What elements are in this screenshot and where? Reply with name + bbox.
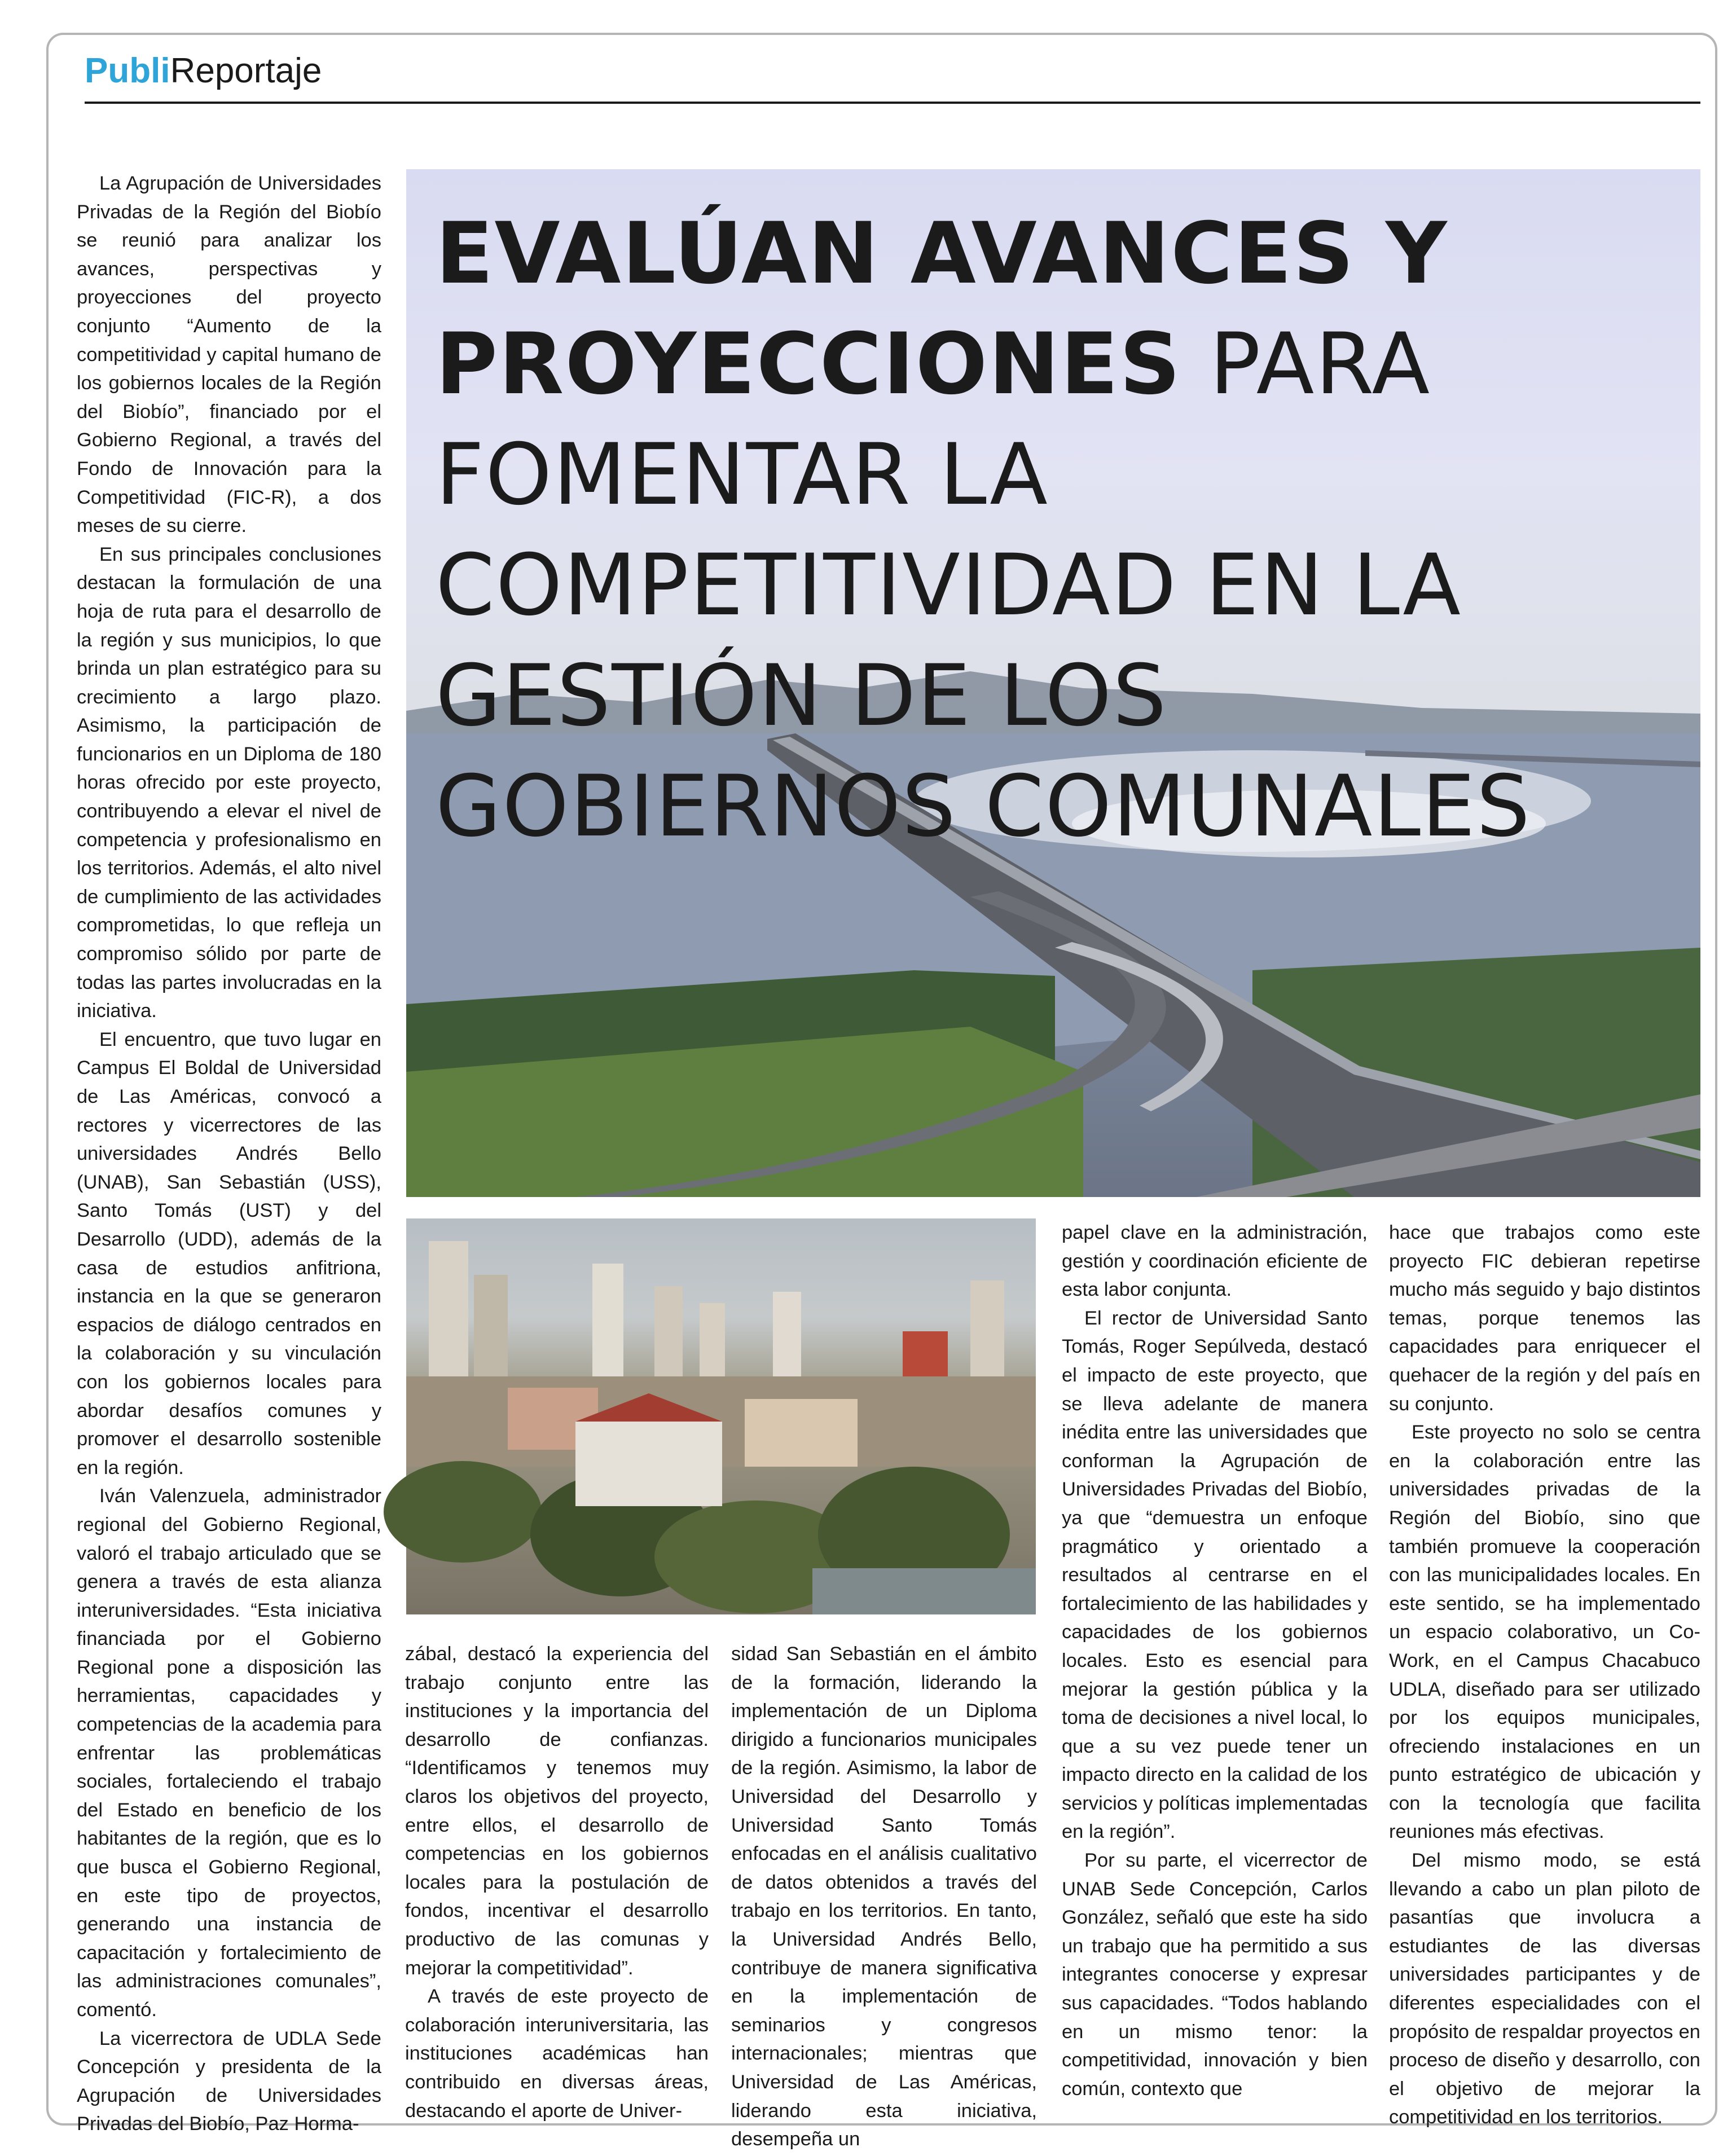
paragraph: zábal, destacó la experiencia del trabajo conjunto entre las instituciones y la importancia del desarrollo de confianzas. “Identificamos y tenemos muy claros los objetivos del proyecto, entre ellos, el desarrollo de competencias en los gobiernos locales para la postulación de fondos, incentivar el desarrollo productivo de las comunas y mejorar la competitividad”. — [405, 1643, 709, 1979]
paragraph: hace que trabajos como este proyecto FIC debieran repetirse mucho más seguido y bajo distintos temas, porque tenemos las capacidades para enriquecer el quehacer de la región y del país en su conjunto. — [1389, 1222, 1700, 1415]
paragraph: papel clave en la administración, gestión y coordinación eficiente de esta labor conjunta. — [1062, 1222, 1368, 1301]
article-column-3 — [731, 1640, 1037, 2150]
headline-regular: PARA FOMENTAR LA COMPETITIVIDAD EN LA GESTIÓN DE LOS GOBIERNOS COMUNALES — [436, 315, 1532, 856]
paragraph: Del mismo modo, se está llevando a cabo un plan piloto de pasantías que involucra a estudiantes de las diversas universidades participantes y de diferentes especialidades con el propósito de respaldar proyectos en proceso de diseño y desarrollo, con el objetivo de mejorar la competitividad en los territorios. — [1389, 1850, 1700, 2128]
paragraph: La Agrupación de Universidades Privadas de la Región del Biobío se reunió para analizar los avances, perspectivas y proyecciones del proyecto conjunto “Aumento de la competitividad y capital humano de los gobiernos locales de la Región del Biobío”, financiado por el Gobierno Regional, a través del Fondo de Innovación para la Competitividad (FIC-R), a dos meses de su cierre. — [77, 173, 381, 537]
article-column-2 — [405, 1640, 709, 2122]
city-photo-illustration — [406, 1218, 1036, 1614]
hero-photo — [406, 169, 1700, 1197]
paragraph: Este proyecto no solo se centra en la colaboración entre las universidades privadas de la Región del Biobío, sino que también promueve la cooperación con las municipalidades locales. En este sentido, se ha implementado un espacio colaborativo, un Co-Work, en el Campus Chacabuco UDLA, diseñado para ser utilizado por los equipos municipales, ofreciendo instalaciones en un punto estratégico de ubicación y con la tecnología que facilita reuniones más efectivas. — [1389, 1422, 1700, 1843]
brand-reportaje: Reportaje — [170, 51, 322, 90]
paragraph: A través de este proyecto de colaboración interuniversitaria, las instituciones académicas han contribuido en diversas áreas, destacando el aporte de Univer- — [405, 1986, 709, 2122]
paragraph: sidad San Sebastián en el ámbito de la formación, liderando la implementación de un Diploma dirigido a funcionarios municipales de la región. Asimismo, la labor de Universidad del Desarrollo y Universidad Santo Tomás enfocadas en el análisis cualitativo de datos obtenidos a través del trabajo en los territorios. En tanto, la Universidad Andrés Bello, contribuye de manera significativa en la implementación de seminarios y congresos internacionales; mientras que Universidad de Las Américas, liderando esta iniciativa, desempeña un — [731, 1643, 1037, 2150]
headline-bold: EVALÚAN AVANCES Y PROYECCIONES — [436, 205, 1448, 413]
article-column-4 — [1062, 1218, 1368, 2100]
brand-publi: Publi — [85, 51, 170, 90]
paragraph: El rector de Universidad Santo Tomás, Roger Sepúlveda, destacó el impacto de este proyecto, que se lleva adelante de manera inédita entre las universidades que conforman la Agrupación de Universidades Privadas del Biobío, ya que “demuestra un enfoque pragmático y orientado a resultados al centrarse en el fortalecimiento de las habilidades y capacidades de los gobiernos locales. Esto es esencial para mejorar la gestión pública y la toma de decisiones a nivel local, lo que a su vez puede tener un impacto directo en la calidad de los servicios y políticas implementadas en la región”. — [1062, 1307, 1368, 1843]
article-column-1 — [77, 169, 381, 2135]
paragraph: Iván Valenzuela, administrador regional del Gobierno Regional, valoró el trabajo articulado que se genera a través de esta alianza interuniversidades. “Esta iniciativa financiada por el Gobierno Regional pone a disposición las herramientas, capacidades y competencias de la academia para enfrentar las problemáticas sociales, fortaleciendo el trabajo del Estado en beneficio de los habitantes de la región, que es lo que busca el Gobierno Regional, en este tipo de proyectos, generando una instancia de capacitación y fortalecimiento de las administraciones comunales”, comentó. — [77, 1485, 381, 2021]
city-photo — [406, 1218, 1036, 1614]
article-column-5 — [1389, 1218, 1700, 2128]
paragraph: Por su parte, el vicerrector de UNAB Sede Concepción, Carlos González, señaló que este ha sido un trabajo que ha permitido a sus integrantes conocerse y expresar sus capacidades. “Todos hablando en un mismo tenor: la competitividad, innovación y bien común, contexto que — [1062, 1850, 1368, 2100]
header-divider — [85, 102, 1700, 104]
paragraph: La vicerrectora de UDLA Sede Concepción y presidenta de la Agrupación de Universidades Privadas del Biobío, Paz Horma- — [77, 2027, 381, 2135]
paragraph: En sus principales conclusiones destacan la formulación de una hoja de ruta para el desarrollo de la región y sus municipios, lo que brinda un plan estratégico para su crecimiento a largo plazo. Asimismo, la participación de funcionarios en un Diploma de 180 horas ofrecido por este proyecto, contribuyendo a elevar el nivel de competencia y profesionalismo en los territorios. Además, el alto nivel de cumplimiento de las actividades comprometidas, lo que refleja un compromiso sólido por parte de todas las partes involucradas en la iniciativa. — [77, 543, 381, 1022]
paragraph: El encuentro, que tuvo lugar en Campus El Boldal de Universidad de Las Américas, convocó a rectores y vicerrectores de las universidades Andrés Bello (UNAB), San Sebastián (USS), Santo Tomás (UST) y del Desarrollo (UDD), además de la casa de estudios anfitriona, instancia en la que se generaron espacios de diálogo centrados en la colaboración y su vinculación con los gobiernos locales para abordar desafíos comunes y promover el desarrollo sostenible en la región. — [77, 1028, 381, 1479]
headline — [436, 199, 1688, 862]
section-header — [85, 49, 322, 94]
